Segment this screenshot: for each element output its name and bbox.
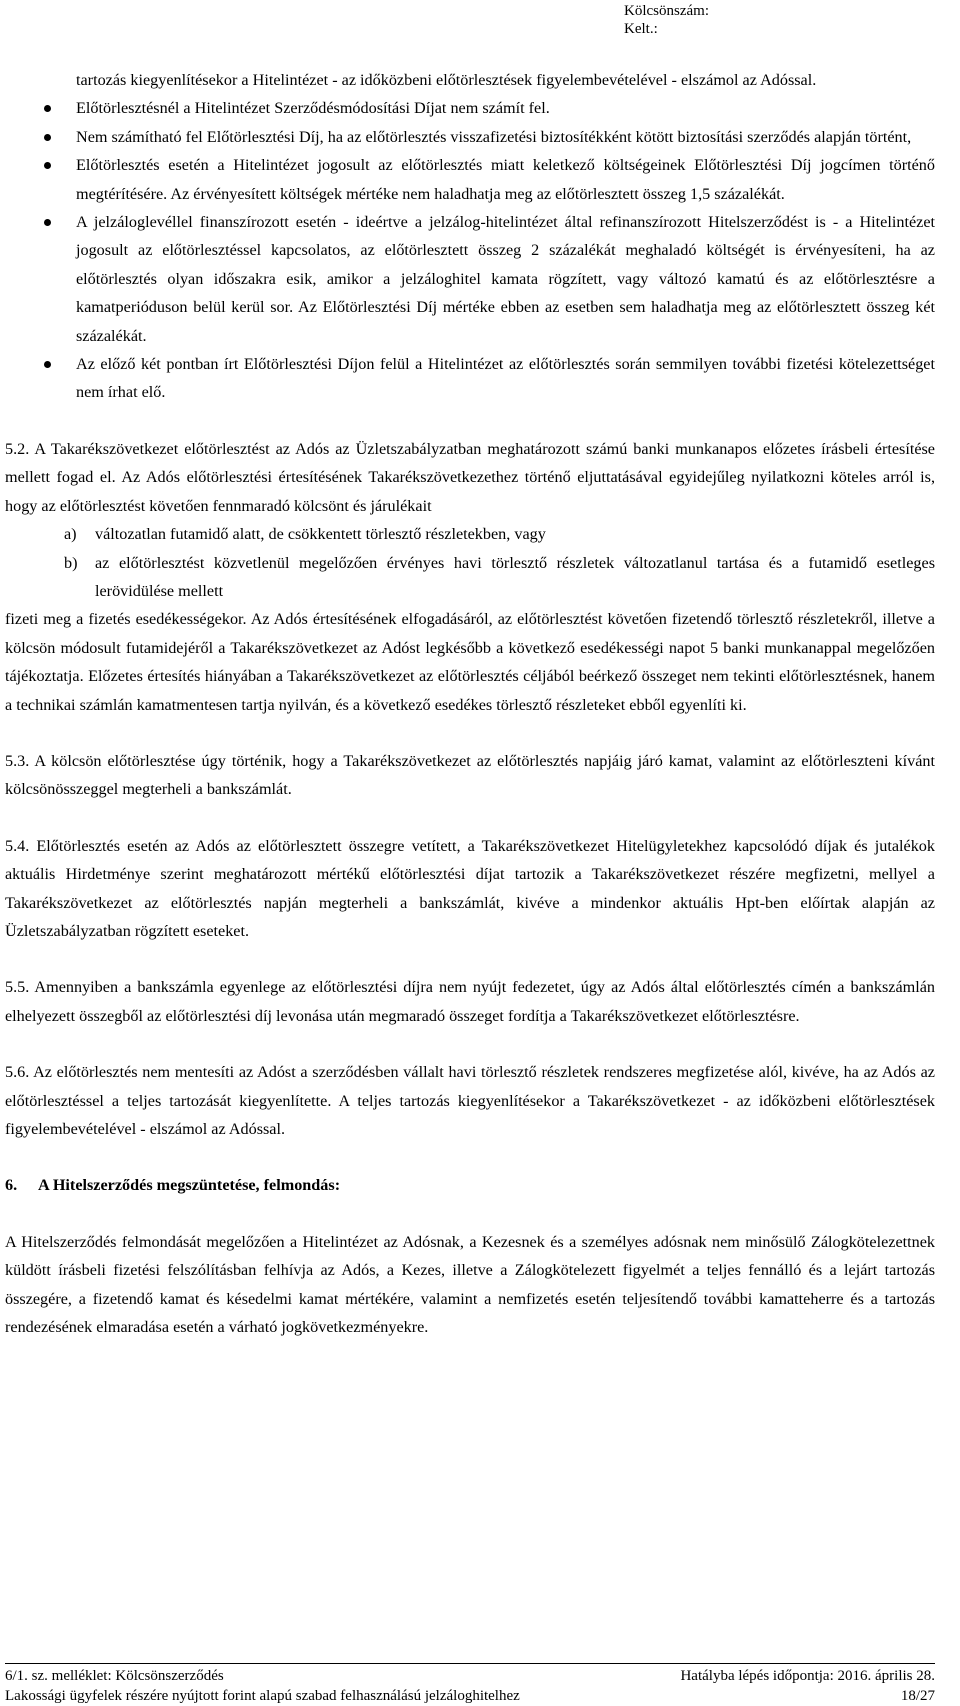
option-list xyxy=(5,520,935,605)
section-6-paragraph: A Hitelszerződés felmondását megelőzően a Hitelintézet az Adósnak, a Kezesnek és a személyes adósnak nem minősülő Zálogkötelezettnek küldött írásbeli fizetési felszólításban felhívja az Adós, a Kezes, illetve a Zálogkötelezett figyelmét a teljes fennálló és a lejárt tartozás összegére, a fizetendő kamat és késedelmi kamat mértékére, valamint a nemfizetés esetén teljesítendő további kamatteherre és a tartozás rendezésének elmaradása esetén a várható jogkövetkezményekre. xyxy=(5,1232,935,1337)
list-item: Nem számítható fel Előtörlesztési Díj, ha az előtörlesztés visszafizetési biztosítékként kötött biztosítási szerződés alapján történt, xyxy=(5,123,935,151)
list-item: tartozás kiegyenlítésekor a Hitelintézet - az időközbeni előtörlesztések figyelembevételével - elszámol az Adóssal. xyxy=(76,71,817,89)
list-item: Előtörlesztés esetén a Hitelintézet jogosult az előtörlesztés miatt keletkező költségeinek Előtörlesztési Díj jogcímen történő megtérítésére. Az érvényesített költségek mértéke nem haladhatja meg az előtörlesztett összeg 1,5 százalékát. xyxy=(5,151,935,208)
section-5-3: 5.3. A kölcsön előtörlesztése úgy történik, hogy a Takarékszövetkezet az előtörlesztés napjáig járó kamat, valamint az előtörleszteni kívánt kölcsönösszeggel megterheli a bankszámlát. xyxy=(5,751,935,799)
loan-number-label: Kölcsönszám: xyxy=(624,3,709,19)
section-5-2-outro: fizeti meg a fizetés esedékességekor. Az Adós értesítésének elfogadásáról, az előtörlesztést követően fizetendő törlesztő részletekről, illetve a kölcsön módosult futamidejéről a Takarékszövetkezet az Adóst legkésőbb a következő esedékességi napot 5 banki munkanappal megelőzően tájékoztatja. Előzetes értesítés hiányában a Takarékszövetkezet az előtörlesztés céljából beérkező összeget nem tekinti előtörlesztésnek, hanem a technikai számlán kamatmentesen tartja nyilván, és a következő esedékes törlesztő részleteket ebből egyenlíti ki. xyxy=(5,610,935,714)
bullet-list xyxy=(5,66,935,407)
bullet-dot-icon xyxy=(44,361,51,368)
footer-effective-date: Hatályba lépés időpontja: 2016. április 28. xyxy=(680,1668,935,1684)
bullet-dot-icon xyxy=(44,134,51,141)
footer-attachment-label: 6/1. sz. melléklet: Kölcsönszerződés xyxy=(5,1668,224,1684)
page-number: 18/27 xyxy=(900,1688,935,1704)
page-footer xyxy=(5,1663,935,1706)
bullet-dot-icon xyxy=(44,219,51,226)
footer-divider xyxy=(5,1663,935,1664)
document-body xyxy=(5,66,935,1341)
section-5-6: 5.6. Az előtörlesztés nem mentesíti az Adóst a szerződésben vállalt havi törlesztő részletek rendszeres megfizetése alól, kivéve, ha az Adós az előtörlesztéssel a teljes tartozását kiegyenlítette. A teljes tartozás kiegyenlítésekor a Takarékszövetkezet - az időközbeni előtörlesztések figyelembevételével - elszámol az Adóssal. xyxy=(5,1063,935,1138)
section-5-2-intro: 5.2. A Takarékszövetkezet előtörlesztést az Adós az Üzletszabályzatban meghatározott számú banki munkanapos előzetes írásbeli értesítése mellett fogad el. Az Adós előtörlesztési értesítésének Takarékszövetkezethez történő eljuttatásával egyidejűleg nyilatkozni köteles arról is, hogy az előtörlesztést követően fennmaradó kölcsönt és járulékait xyxy=(5,439,935,515)
page-header xyxy=(624,2,944,38)
list-item: Előtörlesztésnél a Hitelintézet Szerződésmódosítási Díjat nem számít fel. xyxy=(5,94,935,122)
section-6-heading: 6. A Hitelszerződés megszüntetése, felmondás: xyxy=(5,1176,341,1195)
option-item-b: b) az előtörlesztést közvetlenül megelőzően érvényes havi törlesztő részletek változatlanul tartása és a futamidő esetleges lerövidülése mellett xyxy=(64,553,935,600)
section-5-4: 5.4. Előtörlesztés esetén az Adós az előtörlesztett összegre vetített, a Takarékszövetkezet Hitelügyletekhez kapcsolódó díjak és jutalékok aktuális Hirdetménye szerint meghatározott mértékű előtörlesztési díjat tartozik a Takarékszövetkezet részére megfizetni, mellyel a Takarékszövetkezet az előtörlesztés napján megterheli a bankszámlát, kivéve a mindenkor aktuális Hpt-ben előírtak alapján az Üzletszabályzatban rögzített eseteket. xyxy=(5,836,935,940)
option-item-a: a) változatlan futamidő alatt, de csökkentett törlesztő részletekben, vagy xyxy=(64,525,546,544)
section-5-5: 5.5. Amennyiben a bankszámla egyenlege az előtörlesztési díjra nem nyújt fedezetet, úgy az Adós által előtörlesztés címén a bankszámlán elhelyezett összegből az előtörlesztési díj levonása után megmaradó összeget fordítja a Takarékszövetkezet előtörlesztésre. xyxy=(5,978,935,1025)
date-label: Kelt.: xyxy=(624,21,658,37)
footer-product-label: Lakossági ügyfelek részére nyújtott forint alapú szabad felhasználású jelzáloghitelhez xyxy=(5,1688,520,1704)
bullet-dot-icon xyxy=(44,105,51,112)
bullet-dot-icon xyxy=(44,162,51,169)
list-item: Az előző két pontban írt Előtörlesztési Díjon felül a Hitelintézet az előtörlesztés során semmilyen további fizetési kötelezettséget nem írhat elő. xyxy=(5,350,935,407)
list-item: A jelzáloglevéllel finanszírozott esetén - ideértve a jelzálog-hitelintézet által refinanszírozott Hitelszerződést is - a Hitelintézet jogosult az előtörlesztéssel kapcsolatos, az előtörlesztett összeg 2 százalékát meghaladó költségét is érvényesíteni, ha az előtörlesztés olyan időszakra esik, amikor a jelzáloghitel kamata rögzített, vagy változó kamatú és az előtörlesztésre a kamatperióduson belül kerül sor. Az Előtörlesztési Díj mértéke ebben az esetben sem haladhatja meg az előtörlesztett összeg két százalékát. xyxy=(5,208,935,350)
